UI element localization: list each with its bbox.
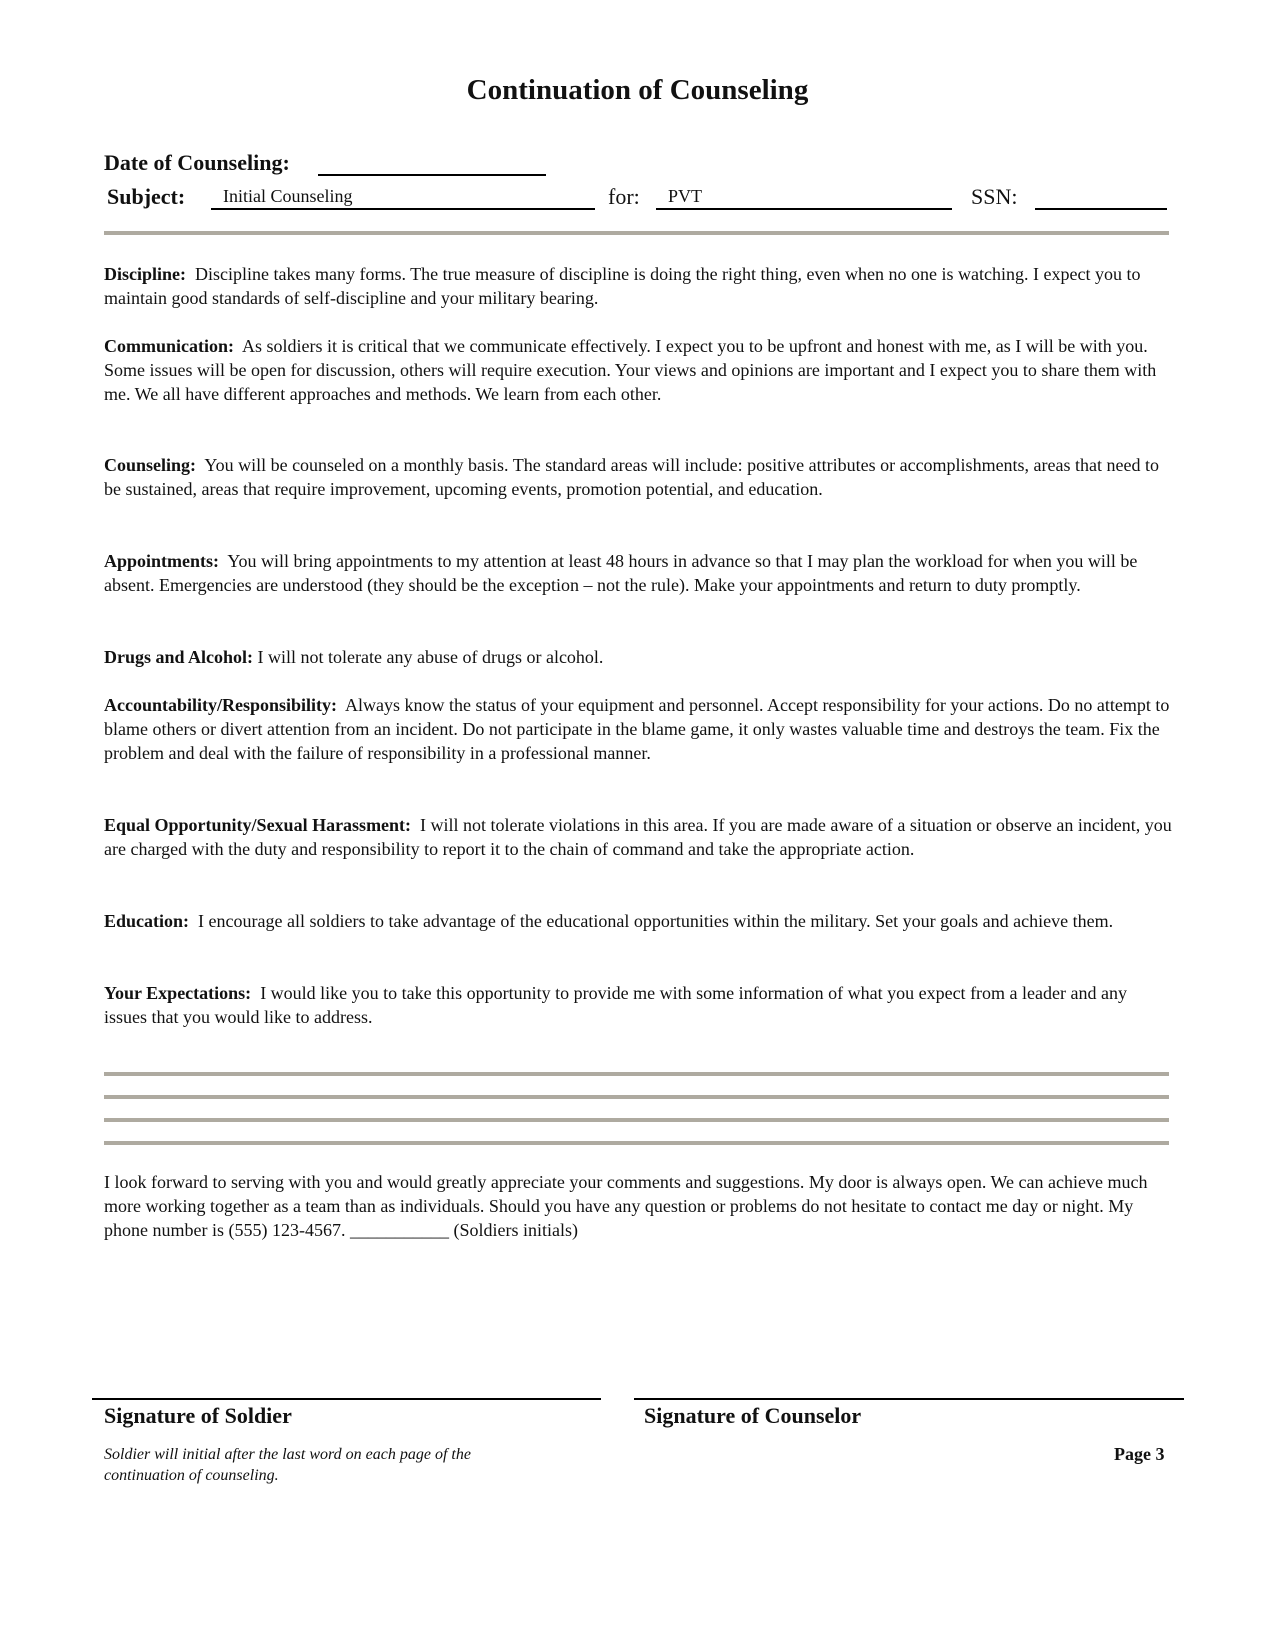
ssn-field[interactable] (1035, 208, 1167, 210)
section-text: Discipline takes many forms. The true measure of discipline is doing the right thing, even when no one is watching. I expect you to maintain good standards of self-discipline and your military bearing. (104, 264, 1141, 308)
header-divider (104, 231, 1169, 235)
section-text: You will bring appointments to my attention at least 48 hours in advance so that I may plan the workload for when you will be absent. Emergencies are understood (they should be the exception – not the rule). Make your appointments and return to duty promptly. (104, 551, 1138, 595)
subject-field[interactable] (211, 186, 595, 210)
page-title: Continuation of Counseling (466, 74, 809, 106)
section-text: As soldiers it is critical that we communicate effectively. I expect you to be upfront and honest with me, as I will be with you. Some issues will be open for discussion, others will require execution. Your views and opinions are important and I expect you to share them with me. We all have different approaches and methods. We learn from each other. (104, 336, 1157, 404)
section-heading: Appointments: (104, 551, 220, 571)
date-label: Date of Counseling: (104, 150, 290, 175)
response-line[interactable] (104, 1141, 1169, 1145)
section-text: I will not tolerate violations in this area. If you are made aware of a situation or observe an incident, you are charged with the duty and responsibility to report it to the chain of command and take the appropriate action. (104, 815, 1172, 859)
section-heading: Your Expectations: (104, 983, 252, 1003)
soldier-signature-line[interactable] (92, 1398, 601, 1400)
initial-note: Soldier will initial after the last word on each page of the continuation of counseling. (104, 1446, 471, 1484)
response-line[interactable] (104, 1072, 1169, 1076)
section-discipline (104, 262, 1174, 310)
section-expectations (104, 981, 1174, 1029)
section-heading: Communication: (104, 336, 234, 356)
for-label: for: (608, 184, 640, 209)
soldier-signature-label: Signature of Soldier (104, 1403, 292, 1428)
section-communication (104, 334, 1174, 406)
response-line[interactable] (104, 1118, 1169, 1122)
section-counseling (104, 453, 1174, 501)
section-heading: Discipline: (104, 264, 187, 284)
section-drugs-alcohol (104, 645, 1174, 669)
closing-paragraph: I look forward to serving with you and would greatly appreciate your comments and suggestions. My door is always open. We can achieve much more working together as a team than as individuals. Should you have any question or problems do not hesitate to contact me day or night. My phone number is (555) 123-4567. ___________ (Soldiers initials) (104, 1172, 1148, 1240)
section-text: I encourage all soldiers to take advantage of the educational opportunities within the military. Set your goals and achieve them. (198, 911, 1114, 931)
section-education (104, 909, 1174, 933)
for-field[interactable] (656, 186, 952, 210)
counselor-signature-label: Signature of Counselor (644, 1403, 862, 1428)
for-value: PVT (668, 186, 703, 206)
ssn-label: SSN: (971, 184, 1018, 209)
section-heading: Education: (104, 911, 190, 931)
subject-value: Initial Counseling (223, 186, 353, 206)
counselor-signature-line[interactable] (634, 1398, 1184, 1400)
subject-label: Subject: (107, 184, 186, 209)
section-text: You will be counseled on a monthly basis. The standard areas will include: positive attributes or accomplishments, areas that need to be sustained, areas that require improvement, upcoming events, promotion potential, and education. (104, 455, 1159, 499)
section-text: I will not tolerate any abuse of drugs or alcohol. (257, 647, 604, 667)
section-heading: Drugs and Alcohol: (104, 647, 254, 667)
section-heading: Equal Opportunity/Sexual Harassment: (104, 815, 412, 835)
section-heading: Accountability/Responsibility: (104, 695, 338, 715)
page-number: Page 3 (1114, 1444, 1165, 1464)
section-text: I would like you to take this opportunity to provide me with some information of what you expect from a leader and any issues that you would like to address. (104, 983, 1127, 1027)
response-line[interactable] (104, 1095, 1169, 1099)
section-text: Always know the status of your equipment and personnel. Accept responsibility for your actions. Do no attempt to blame others or divert attention from an incident. Do not participate in the blame game, it only wastes valuable time and destroys the team. Fix the problem and deal with the failure of responsibility in a professional manner. (104, 695, 1170, 763)
section-appointments (104, 549, 1174, 597)
section-accountability (104, 693, 1174, 765)
section-equal-opportunity (104, 813, 1174, 861)
date-field[interactable] (318, 174, 546, 176)
section-heading: Counseling: (104, 455, 197, 475)
